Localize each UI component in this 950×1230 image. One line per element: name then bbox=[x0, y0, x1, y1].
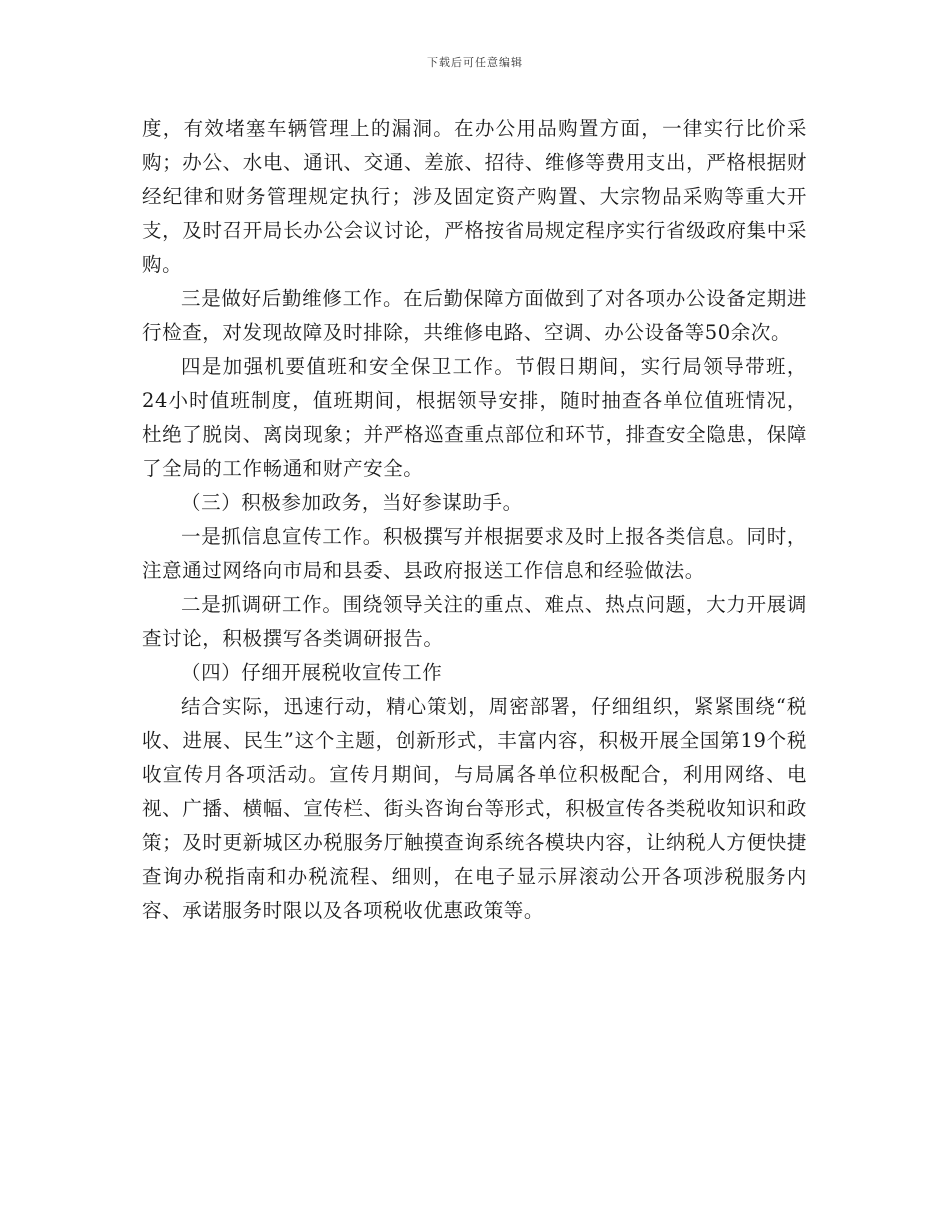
paragraph-research: 二是抓调研工作。围绕领导关注的重点、难点、热点问题，大力开展调查讨论，积极撰写各类调研报告。 bbox=[142, 593, 807, 650]
page-header: 下载后可任意编辑 bbox=[427, 56, 523, 69]
section-heading-3: （三）积极参加政务，当好参谋助手。 bbox=[181, 491, 523, 514]
paragraph-tax-publicity: 结合实际，迅速行动，精心策划，周密部署，仔细组织，紧紧围绕“税收、进展、民生”这个主题，创新形式，丰富内容，积极开展全国第19个税收宣传月各项活动。宣传月期间，与局属各单位积极配合，利用网络、电视、广播、横幅、宣传栏、街头咨询台等形式，积极宣传各类税收知识和政策；及时更新城区办税服务厅触摸查询系统各模块内容，让纳税人方便快捷查询办税指南和办税流程、细则，在电子显示屏滚动公开各项涉税服务内容、承诺服务时限以及各项税收优惠政策等。 bbox=[142, 695, 807, 922]
document-body bbox=[142, 112, 807, 928]
paragraph-duty-security: 四是加强机要值班和安全保卫工作。节假日期间，实行局领导带班，24小时值班制度，值班期间，根据领导安排，随时抽查各单位值班情况，杜绝了脱岗、离岗现象；并严格巡查重点部位和环节，排查安全隐患，保障了全局的工作畅通和财产安全。 bbox=[142, 355, 807, 480]
paragraph-vehicle-procurement: 度，有效堵塞车辆管理上的漏洞。在办公用品购置方面，一律实行比价采购；办公、水电、通讯、交通、差旅、招待、维修等费用支出，严格根据财经纪律和财务管理规定执行；涉及固定资产购置、大宗物品采购等重大开支，及时召开局长办公会议讨论，严格按省局规定程序实行省级政府集中采购。 bbox=[142, 117, 807, 276]
paragraph-information-publicity: 一是抓信息宣传工作。积极撰写并根据要求及时上报各类信息。同时，注意通过网络向市局和县委、县政府报送工作信息和经验做法。 bbox=[142, 525, 807, 582]
paragraph-logistics-maintenance: 三是做好后勤维修工作。在后勤保障方面做到了对各项办公设备定期进行检查，对发现故障及时排除，共维修电路、空调、办公设备等50余次。 bbox=[142, 287, 807, 344]
section-heading-4: （四）仔细开展税收宣传工作 bbox=[181, 661, 443, 684]
